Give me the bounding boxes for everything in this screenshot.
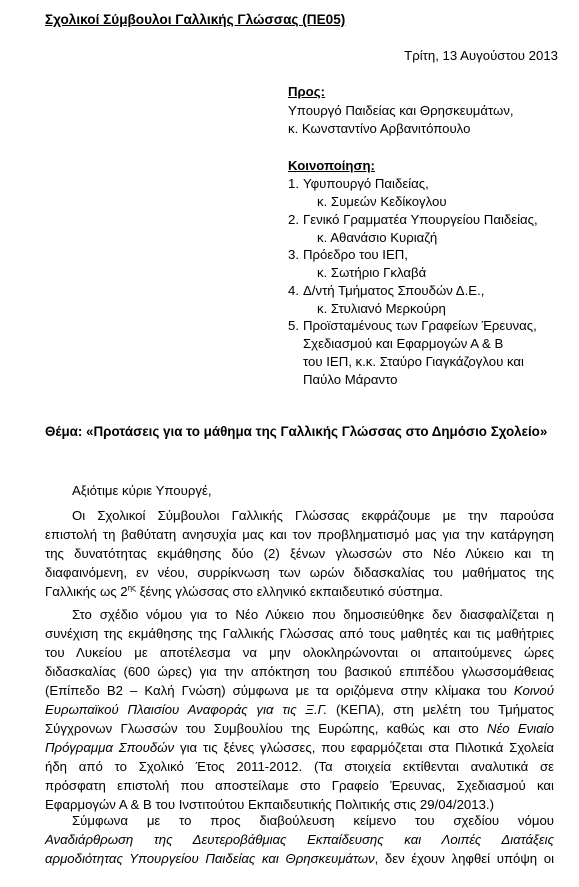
paragraph-line: συνέχιση της εκμάθησης της Γαλλικής Γλώσσας από τους μαθητές και τις μαθήτριες bbox=[45, 626, 554, 641]
paragraph-line: (Επίπεδο Β2 – Καλή Γνώση) σύμφωνα με τα οριζόμενα στην κλίμακα του Κοινού bbox=[45, 683, 554, 698]
cc-item-line: Σχεδιασμού και Εφαρμογών Α & Β bbox=[303, 336, 504, 351]
cc-item-number: 5. bbox=[288, 318, 299, 333]
paragraph-line: Σύγχρονων Γλωσσών του Συμβουλίου της Ευρώπης, καθώς και στο Νέο Ενιαίο bbox=[45, 721, 554, 736]
paragraph-line: αρμοδιότητας Υπουργείου Παιδείας και Θρησκευμάτων, δεν έχουν ληφθεί υπόψη οι bbox=[45, 851, 554, 866]
paragraph-line: του Λυκείου με αποτέλεσμα να μην ολοκληρώνονται οι απαιτούμενες ώρες bbox=[45, 645, 554, 660]
cc-item-line: Πρόεδρο του ΙΕΠ, bbox=[303, 247, 408, 262]
cc-item-line: κ. Στυλιανό Μερκούρη bbox=[317, 301, 446, 316]
cc-item-line: κ. Συμεών Κεδίκογλου bbox=[317, 194, 447, 209]
cc-item-line: Γενικό Γραμματέα Υπουργείου Παιδείας, bbox=[303, 212, 538, 227]
cc-item-line: κ. Σωτήριο Γκλαβά bbox=[317, 265, 427, 280]
cc-item-number: 3. bbox=[288, 247, 299, 262]
cc-item-number: 4. bbox=[288, 283, 299, 298]
paragraph-line: διδασκαλίας (600 ώρες) για την απόκτηση του βασικού επιπέδου γλωσσομάθειας bbox=[45, 664, 554, 679]
cc-item-line: Δ/ντή Τμήματος Σπουδών Δ.Ε., bbox=[303, 283, 485, 298]
paragraph-3 bbox=[45, 811, 554, 868]
letter-greeting: Αξιότιμε κύριε Υπουργέ, bbox=[72, 483, 212, 498]
letter-date: Τρίτη, 13 Αυγούστου 2013 bbox=[404, 48, 558, 63]
cc-item-line: Παύλο Μάραντο bbox=[303, 372, 398, 387]
paragraph-line: ήδη από το Σχολικό Έτος 2011-2012. (Τα στοιχεία εκτίθενται αναλυτικά σε bbox=[45, 759, 554, 774]
cc-item-line: Υφυπουργό Παιδείας, bbox=[303, 176, 429, 191]
recipient-line: Υπουργό Παιδείας και Θρησκευμάτων, bbox=[288, 103, 514, 118]
paragraph-1 bbox=[45, 506, 554, 601]
cc-item-line: Προϊσταμένους των Γραφείων Έρευνας, bbox=[303, 318, 537, 333]
paragraph-2 bbox=[45, 605, 554, 814]
cc-item-line: κ. Αθανάσιο Κυριαζή bbox=[317, 230, 438, 245]
paragraph-line: Σύμφωνα με το προς διαβούλευση κείμενο του σχεδίου νόμου bbox=[72, 813, 554, 828]
recipient-title: Προς: bbox=[288, 84, 325, 99]
paragraph-line: Πρόγραμμα Σπουδών για τις ξένες γλώσσες, που εφαρμόζεται στα Πιλοτικά Σχολεία bbox=[45, 740, 554, 755]
paragraph-line: της δυνατότητας εκμάθησης δύο (2) ξένων γλωσσών στο Νέο Λύκειο και τη bbox=[45, 546, 554, 561]
letter-header: Σχολικοί Σύμβουλοι Γαλλικής Γλώσσας (ΠΕ05) bbox=[45, 12, 346, 27]
paragraph-line: Στο σχέδιο νόμου για το Νέο Λύκειο που δημοσιεύθηκε δεν διασφαλίζεται η bbox=[72, 607, 554, 622]
paragraph-line: Εφαρμογών Α & Β του Ινστιτούτου Εκπαιδευτικής Πολιτικής στις 29/04/2013.) bbox=[45, 797, 494, 812]
paragraph-line: Ευρωπαϊκού Πλαισίου Αναφοράς για τις Ξ.Γ. (ΚΕΠΑ), στη μελέτη του Τμήματος bbox=[45, 702, 555, 717]
paragraph-line: πρόσφατη επιστολή που αποστείλαμε στο Γραφείο Έρευνας, Σχεδιασμού και bbox=[45, 778, 554, 793]
cc-item-number: 2. bbox=[288, 212, 299, 227]
cc-title: Κοινοποίηση: bbox=[288, 158, 375, 173]
paragraph-line: επιστολή τη βαθύτατη ανησυχία μας και τον προβληματισμό μας για την κατάργηση bbox=[45, 527, 554, 542]
cc-item-number: 1. bbox=[288, 176, 299, 191]
cc-item-line: του ΙΕΠ, κ.κ. Σταύρο Γιαγκάζογλου και bbox=[303, 354, 524, 369]
recipient-line: κ. Κωνσταντίνο Αρβανιτόπουλο bbox=[288, 121, 471, 136]
paragraph-line: διαφαινόμενη, εν νέου, συρρίκνωση των ωρών διδασκαλίας του μαθήματος της bbox=[45, 565, 554, 580]
paragraph-line: Γαλλικής ως $2^{\eta\varsigma}$ ξένης γλώσσας στο ελληνικό εκπαιδευτικό σύστημα. bbox=[45, 583, 443, 599]
paragraph-line: Αναδιάρθρωση της Δευτεροβάθμιας Εκπαίδευσης και Λοιπές Διατάξεις bbox=[45, 832, 554, 847]
paragraph-line: Οι Σχολικοί Σύμβουλοι Γαλλικής Γλώσσας εκφράζουμε με την παρούσα bbox=[72, 508, 554, 523]
letter-subject: Θέμα: «Προτάσεις για το μάθημα της Γαλλικής Γλώσσας στο Δημόσιο Σχολείο» bbox=[45, 424, 548, 439]
